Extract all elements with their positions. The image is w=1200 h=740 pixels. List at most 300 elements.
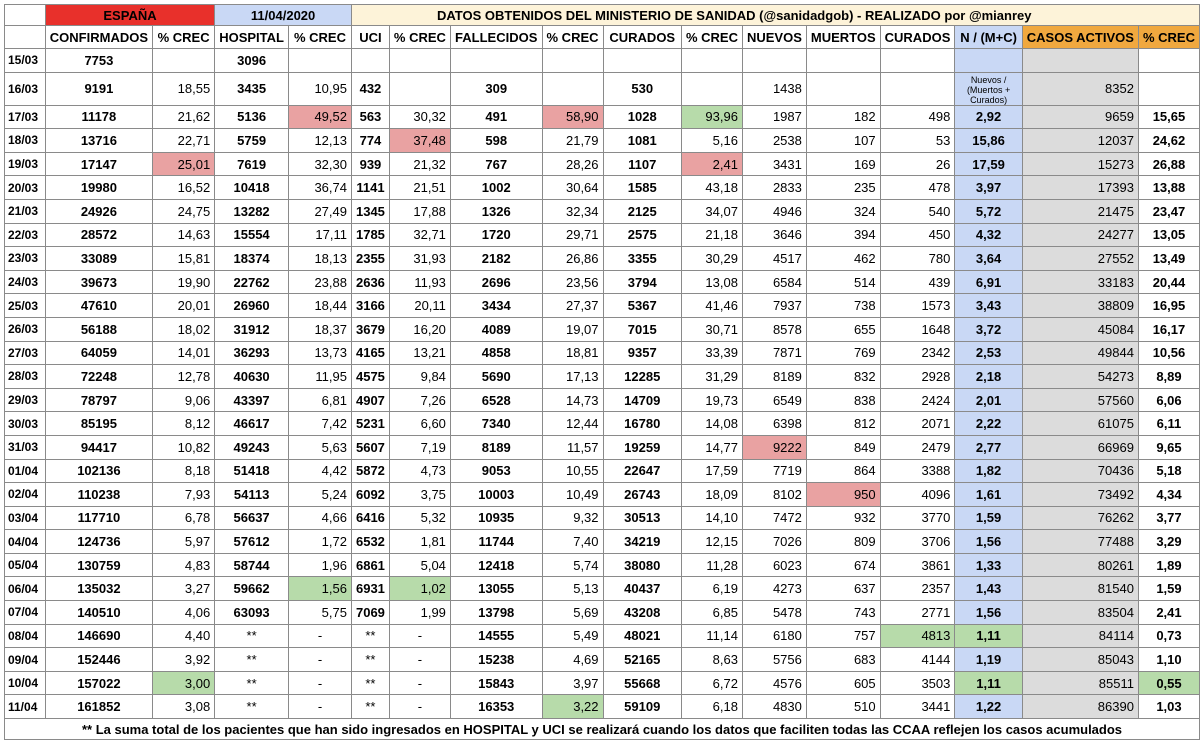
cell-curados-diarios: 3770	[880, 506, 955, 530]
cell-curados: 1028	[603, 105, 681, 129]
cell-muertos: 849	[806, 435, 880, 459]
cell-uci: 1785	[351, 223, 389, 247]
cell-confirmados: 33089	[45, 247, 152, 271]
footer-note: ** La suma total de los pacientes que han sido ingresados en HOSPITAL y UCI se realizará cuando los datos que faciliten todas las CCAA reflejen los casos acumulados	[5, 719, 1200, 740]
cell-hospital: 40630	[215, 365, 289, 389]
cell-nuevos: 3431	[742, 152, 806, 176]
cell-crec-hospital: 1,56	[288, 577, 351, 601]
cell-crec-hospital: 1,96	[288, 553, 351, 577]
cell-crec-curados: 41,46	[681, 294, 742, 318]
cell-muertos: 838	[806, 388, 880, 412]
cell-crec-fallecidos: 12,44	[542, 412, 603, 436]
cell-casos-activos: 9659	[1022, 105, 1138, 129]
cell-ratio-nmc: 1,19	[955, 648, 1022, 672]
row-date: 29/03	[5, 388, 46, 412]
cell-curados	[603, 49, 681, 73]
cell-fallecidos: 10935	[450, 506, 542, 530]
cell-crec-fallecidos	[542, 49, 603, 73]
cell-fallecidos: 5690	[450, 365, 542, 389]
cell-ratio-nmc: 3,43	[955, 294, 1022, 318]
cell-uci: 6416	[351, 506, 389, 530]
cell-confirmados: 64059	[45, 341, 152, 365]
cell-crec-curados: 30,71	[681, 317, 742, 341]
cell-crec-hospital: 4,66	[288, 506, 351, 530]
cell-crec-hospital: 5,75	[288, 601, 351, 625]
cell-hospital: 57612	[215, 530, 289, 554]
cell-confirmados: 102136	[45, 459, 152, 483]
cell-muertos: 683	[806, 648, 880, 672]
cell-confirmados: 117710	[45, 506, 152, 530]
cell-fallecidos: 11744	[450, 530, 542, 554]
cell-curados-diarios: 540	[880, 199, 955, 223]
cell-casos-activos: 33183	[1022, 270, 1138, 294]
cell-crec-uci: 30,32	[389, 105, 450, 129]
cell-crec-activos: 1,10	[1138, 648, 1199, 672]
row-date: 04/04	[5, 530, 46, 554]
cell-hospital: **	[215, 695, 289, 719]
cell-hospital: 51418	[215, 459, 289, 483]
cell-hospital: 58744	[215, 553, 289, 577]
cell-hospital: 13282	[215, 199, 289, 223]
cell-fallecidos: 8189	[450, 435, 542, 459]
cell-fallecidos: 13798	[450, 601, 542, 625]
cell-crec-uci: 9,84	[389, 365, 450, 389]
cell-crec-fallecidos: 3,22	[542, 695, 603, 719]
row-date: 11/04	[5, 695, 46, 719]
table-row	[5, 506, 1200, 530]
cell-hospital: 54113	[215, 483, 289, 507]
cell-crec-fallecidos: 32,34	[542, 199, 603, 223]
cell-fallecidos: 767	[450, 152, 542, 176]
cell-crec-uci: 4,73	[389, 459, 450, 483]
cell-curados: 1081	[603, 129, 681, 153]
cell-curados: 19259	[603, 435, 681, 459]
cell-crec-activos	[1138, 72, 1199, 105]
cell-nuevos: 8578	[742, 317, 806, 341]
cell-casos-activos: 49844	[1022, 341, 1138, 365]
cell-confirmados: 24926	[45, 199, 152, 223]
cell-confirmados: 152446	[45, 648, 152, 672]
cell-nuevos: 6584	[742, 270, 806, 294]
column-header-row	[5, 26, 1200, 49]
column-header-casos-activos: CASOS ACTIVOS	[1022, 26, 1138, 49]
cell-ratio-nmc: 5,72	[955, 199, 1022, 223]
cell-crec-hospital: 11,95	[288, 365, 351, 389]
cell-fallecidos: 13055	[450, 577, 542, 601]
row-date: 03/04	[5, 506, 46, 530]
cell-crec-fallecidos: 5,69	[542, 601, 603, 625]
cell-fallecidos: 7340	[450, 412, 542, 436]
cell-fallecidos: 309	[450, 72, 542, 105]
cell-crec-curados: 93,96	[681, 105, 742, 129]
cell-nuevos: 9222	[742, 435, 806, 459]
cell-curados: 12285	[603, 365, 681, 389]
cell-crec-uci: 6,60	[389, 412, 450, 436]
column-header-crec-confirmados: % CREC	[153, 26, 215, 49]
cell-muertos: 637	[806, 577, 880, 601]
cell-crec-activos: 10,56	[1138, 341, 1199, 365]
column-header-crec-curados: % CREC	[681, 26, 742, 49]
cell-crec-activos: 16,95	[1138, 294, 1199, 318]
cell-fallecidos: 16353	[450, 695, 542, 719]
table-row	[5, 577, 1200, 601]
table-row	[5, 294, 1200, 318]
table-row	[5, 72, 1200, 105]
cell-crec-fallecidos: 5,13	[542, 577, 603, 601]
cell-curados: 3794	[603, 270, 681, 294]
cell-muertos: 809	[806, 530, 880, 554]
cell-casos-activos: 81540	[1022, 577, 1138, 601]
cell-casos-activos: 45084	[1022, 317, 1138, 341]
cell-muertos: 812	[806, 412, 880, 436]
cell-crec-curados: 43,18	[681, 176, 742, 200]
cell-curados-diarios: 3388	[880, 459, 955, 483]
cell-hospital: 59662	[215, 577, 289, 601]
cell-muertos: 769	[806, 341, 880, 365]
cell-uci: 6532	[351, 530, 389, 554]
cell-fallecidos: 15843	[450, 671, 542, 695]
cell-uci: **	[351, 648, 389, 672]
cell-crec-curados: 11,14	[681, 624, 742, 648]
cell-crec-uci: 13,21	[389, 341, 450, 365]
cell-crec-uci: -	[389, 671, 450, 695]
corner-cell	[5, 5, 46, 26]
cell-crec-uci: 7,19	[389, 435, 450, 459]
cell-crec-hospital	[288, 49, 351, 73]
cell-curados-diarios: 1648	[880, 317, 955, 341]
table-row	[5, 270, 1200, 294]
cell-fallecidos: 2182	[450, 247, 542, 271]
row-date: 31/03	[5, 435, 46, 459]
table-row	[5, 317, 1200, 341]
cell-confirmados: 161852	[45, 695, 152, 719]
cell-hospital: 10418	[215, 176, 289, 200]
table-row	[5, 695, 1200, 719]
cell-ratio-nmc: 3,72	[955, 317, 1022, 341]
column-header-muertos: MUERTOS	[806, 26, 880, 49]
cell-casos-activos: 17393	[1022, 176, 1138, 200]
table-row	[5, 199, 1200, 223]
cell-ratio-nmc: 1,43	[955, 577, 1022, 601]
cell-casos-activos: 66969	[1022, 435, 1138, 459]
cell-nuevos: 8189	[742, 365, 806, 389]
cell-crec-activos: 5,18	[1138, 459, 1199, 483]
cell-crec-uci: 1,02	[389, 577, 450, 601]
cell-nuevos: 6549	[742, 388, 806, 412]
cell-crec-curados: 6,18	[681, 695, 742, 719]
cell-crec-hospital: 5,63	[288, 435, 351, 459]
cell-ratio-nmc: 17,59	[955, 152, 1022, 176]
cell-crec-confirmados: 3,27	[153, 577, 215, 601]
cell-crec-activos: 9,65	[1138, 435, 1199, 459]
row-date: 17/03	[5, 105, 46, 129]
cell-muertos: 832	[806, 365, 880, 389]
cell-uci: 2355	[351, 247, 389, 271]
cell-curados: 2575	[603, 223, 681, 247]
cell-confirmados: 157022	[45, 671, 152, 695]
cell-crec-fallecidos: 3,97	[542, 671, 603, 695]
cell-crec-curados	[681, 49, 742, 73]
cell-crec-hospital: -	[288, 671, 351, 695]
table-row	[5, 624, 1200, 648]
cell-crec-hospital: 18,37	[288, 317, 351, 341]
cell-muertos: 864	[806, 459, 880, 483]
cell-crec-curados: 18,09	[681, 483, 742, 507]
cell-crec-hospital: 10,95	[288, 72, 351, 105]
cell-fallecidos: 14555	[450, 624, 542, 648]
cell-hospital: 18374	[215, 247, 289, 271]
cell-casos-activos: 77488	[1022, 530, 1138, 554]
spreadsheet	[4, 4, 1200, 740]
cell-crec-activos: 20,44	[1138, 270, 1199, 294]
cell-curados-diarios: 3861	[880, 553, 955, 577]
column-header-uci: UCI	[351, 26, 389, 49]
cell-uci: 6861	[351, 553, 389, 577]
cell-nuevos: 2833	[742, 176, 806, 200]
cell-hospital: 31912	[215, 317, 289, 341]
cell-crec-activos: 1,89	[1138, 553, 1199, 577]
cell-nuevos: 4576	[742, 671, 806, 695]
cell-uci: **	[351, 695, 389, 719]
cell-fallecidos: 2696	[450, 270, 542, 294]
cell-crec-fallecidos: 19,07	[542, 317, 603, 341]
cell-uci: 4575	[351, 365, 389, 389]
cell-crec-uci: 3,75	[389, 483, 450, 507]
cell-confirmados: 47610	[45, 294, 152, 318]
cell-hospital: **	[215, 624, 289, 648]
table-row	[5, 483, 1200, 507]
cell-crec-fallecidos: 26,86	[542, 247, 603, 271]
cell-crec-fallecidos: 58,90	[542, 105, 603, 129]
table-row	[5, 601, 1200, 625]
row-date: 27/03	[5, 341, 46, 365]
cell-curados-diarios: 2342	[880, 341, 955, 365]
cell-crec-activos	[1138, 49, 1199, 73]
cell-muertos: 738	[806, 294, 880, 318]
cell-crec-activos: 6,06	[1138, 388, 1199, 412]
cell-crec-activos: 8,89	[1138, 365, 1199, 389]
cell-nuevos: 4517	[742, 247, 806, 271]
cell-uci: 3679	[351, 317, 389, 341]
cell-muertos: 182	[806, 105, 880, 129]
cell-crec-curados: 33,39	[681, 341, 742, 365]
cell-nuevos: 5756	[742, 648, 806, 672]
cell-ratio-nmc: 1,82	[955, 459, 1022, 483]
date-header-cell	[5, 26, 46, 49]
column-header-confirmados: CONFIRMADOS	[45, 26, 152, 49]
cell-uci: **	[351, 624, 389, 648]
row-date: 28/03	[5, 365, 46, 389]
cell-curados-diarios: 478	[880, 176, 955, 200]
cell-ratio-nmc: 6,91	[955, 270, 1022, 294]
cell-casos-activos: 73492	[1022, 483, 1138, 507]
cell-uci: 5872	[351, 459, 389, 483]
cell-nuevos: 1438	[742, 72, 806, 105]
row-date: 19/03	[5, 152, 46, 176]
row-date: 24/03	[5, 270, 46, 294]
cell-curados-diarios: 2357	[880, 577, 955, 601]
cell-crec-activos: 13,05	[1138, 223, 1199, 247]
cell-curados-diarios: 4144	[880, 648, 955, 672]
cell-crec-fallecidos: 5,74	[542, 553, 603, 577]
cell-uci: 2636	[351, 270, 389, 294]
cell-casos-activos: 61075	[1022, 412, 1138, 436]
cell-confirmados: 9191	[45, 72, 152, 105]
cell-crec-confirmados: 18,55	[153, 72, 215, 105]
cell-casos-activos: 27552	[1022, 247, 1138, 271]
column-header-crec-uci: % CREC	[389, 26, 450, 49]
cell-crec-fallecidos: 27,37	[542, 294, 603, 318]
cell-fallecidos: 1720	[450, 223, 542, 247]
cell-hospital: 7619	[215, 152, 289, 176]
cell-crec-hospital: 23,88	[288, 270, 351, 294]
cell-muertos: 235	[806, 176, 880, 200]
cell-crec-hospital: 27,49	[288, 199, 351, 223]
cell-crec-hospital: -	[288, 695, 351, 719]
cell-crec-curados: 6,85	[681, 601, 742, 625]
cell-crec-curados: 14,77	[681, 435, 742, 459]
cell-curados: 1585	[603, 176, 681, 200]
cell-ratio-nmc: 3,97	[955, 176, 1022, 200]
cell-crec-curados: 17,59	[681, 459, 742, 483]
source-credit: DATOS OBTENIDOS DEL MINISTERIO DE SANIDAD (@sanidadgob) - REALIZADO por @mianrey	[351, 5, 1199, 26]
cell-uci: 774	[351, 129, 389, 153]
cell-confirmados: 85195	[45, 412, 152, 436]
row-date: 25/03	[5, 294, 46, 318]
cell-crec-fallecidos: 18,81	[542, 341, 603, 365]
cell-hospital: 15554	[215, 223, 289, 247]
row-date: 01/04	[5, 459, 46, 483]
cell-casos-activos: 80261	[1022, 553, 1138, 577]
table-row	[5, 49, 1200, 73]
cell-curados: 1107	[603, 152, 681, 176]
cell-ratio-nmc: 2,22	[955, 412, 1022, 436]
cell-curados-diarios	[880, 72, 955, 105]
cell-crec-confirmados: 4,40	[153, 624, 215, 648]
row-date: 06/04	[5, 577, 46, 601]
cell-crec-hospital: 13,73	[288, 341, 351, 365]
cell-casos-activos: 85043	[1022, 648, 1138, 672]
cell-nuevos: 2538	[742, 129, 806, 153]
row-date: 21/03	[5, 199, 46, 223]
cell-crec-hospital: 1,72	[288, 530, 351, 554]
cell-ratio-nmc: 2,53	[955, 341, 1022, 365]
cell-crec-fallecidos: 23,56	[542, 270, 603, 294]
cell-crec-hospital: 4,42	[288, 459, 351, 483]
cell-crec-fallecidos: 11,57	[542, 435, 603, 459]
cell-crec-fallecidos: 9,32	[542, 506, 603, 530]
cell-muertos	[806, 49, 880, 73]
cell-muertos: 932	[806, 506, 880, 530]
cell-crec-fallecidos: 21,79	[542, 129, 603, 153]
cell-confirmados: 135032	[45, 577, 152, 601]
cell-crec-activos: 2,41	[1138, 601, 1199, 625]
row-date: 30/03	[5, 412, 46, 436]
cell-crec-confirmados: 16,52	[153, 176, 215, 200]
cell-muertos: 950	[806, 483, 880, 507]
cell-muertos: 605	[806, 671, 880, 695]
cell-curados: 16780	[603, 412, 681, 436]
cell-curados-diarios: 498	[880, 105, 955, 129]
column-header-crec-fallecidos: % CREC	[542, 26, 603, 49]
cell-curados-diarios: 439	[880, 270, 955, 294]
cell-crec-confirmados: 3,00	[153, 671, 215, 695]
cell-uci: 6931	[351, 577, 389, 601]
cell-hospital: 5136	[215, 105, 289, 129]
cell-ratio-nmc: 2,77	[955, 435, 1022, 459]
cell-crec-confirmados: 19,90	[153, 270, 215, 294]
cell-curados: 3355	[603, 247, 681, 271]
cell-ratio-nmc	[955, 49, 1022, 73]
cell-muertos: 324	[806, 199, 880, 223]
cell-nuevos: 4273	[742, 577, 806, 601]
cell-curados-diarios: 2424	[880, 388, 955, 412]
cell-confirmados: 140510	[45, 601, 152, 625]
cell-hospital: 43397	[215, 388, 289, 412]
cell-crec-hospital: 18,44	[288, 294, 351, 318]
cell-uci: 4907	[351, 388, 389, 412]
cell-fallecidos: 598	[450, 129, 542, 153]
cell-crec-confirmados: 22,71	[153, 129, 215, 153]
cell-ratio-nmc: 2,92	[955, 105, 1022, 129]
cell-fallecidos: 1002	[450, 176, 542, 200]
cell-curados-diarios: 3503	[880, 671, 955, 695]
cell-fallecidos: 12418	[450, 553, 542, 577]
cell-ratio-nmc: 1,11	[955, 671, 1022, 695]
row-date: 20/03	[5, 176, 46, 200]
cell-crec-confirmados: 8,12	[153, 412, 215, 436]
cell-crec-activos: 13,49	[1138, 247, 1199, 271]
cell-crec-fallecidos: 14,73	[542, 388, 603, 412]
cell-curados-diarios: 2771	[880, 601, 955, 625]
cell-crec-hospital: -	[288, 624, 351, 648]
covid-data-table	[4, 4, 1200, 740]
cell-casos-activos: 12037	[1022, 129, 1138, 153]
cell-curados: 22647	[603, 459, 681, 483]
cell-curados: 34219	[603, 530, 681, 554]
title-band	[5, 5, 1200, 26]
cell-crec-activos: 6,11	[1138, 412, 1199, 436]
cell-crec-uci: -	[389, 648, 450, 672]
cell-curados: 48021	[603, 624, 681, 648]
cell-curados-diarios: 1573	[880, 294, 955, 318]
cell-casos-activos: 83504	[1022, 601, 1138, 625]
row-date: 09/04	[5, 648, 46, 672]
cell-crec-curados	[681, 72, 742, 105]
cell-curados-diarios	[880, 49, 955, 73]
cell-hospital: **	[215, 648, 289, 672]
cell-casos-activos: 85511	[1022, 671, 1138, 695]
cell-nuevos: 7937	[742, 294, 806, 318]
cell-crec-uci: 21,51	[389, 176, 450, 200]
cell-fallecidos: 4089	[450, 317, 542, 341]
cell-casos-activos: 21475	[1022, 199, 1138, 223]
cell-uci	[351, 49, 389, 73]
cell-crec-fallecidos: 10,55	[542, 459, 603, 483]
cell-uci: 7069	[351, 601, 389, 625]
cell-crec-hospital: 7,42	[288, 412, 351, 436]
cell-curados-diarios: 450	[880, 223, 955, 247]
table-row	[5, 553, 1200, 577]
table-row	[5, 671, 1200, 695]
table-row	[5, 365, 1200, 389]
cell-muertos: 655	[806, 317, 880, 341]
cell-crec-activos: 1,03	[1138, 695, 1199, 719]
cell-nuevos	[742, 49, 806, 73]
row-date: 26/03	[5, 317, 46, 341]
cell-crec-activos: 23,47	[1138, 199, 1199, 223]
cell-muertos: 107	[806, 129, 880, 153]
